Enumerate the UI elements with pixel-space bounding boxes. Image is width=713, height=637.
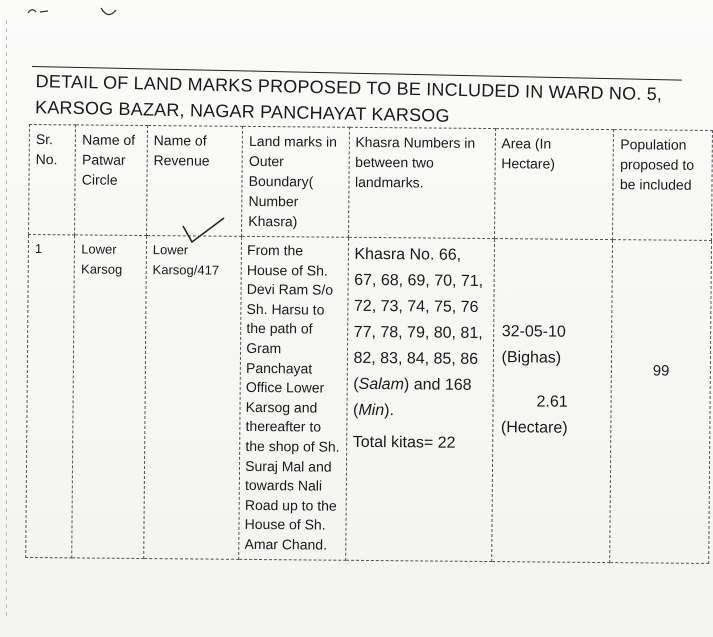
header-landmarks: Land marks in Outer Boundary( Number Khasra)	[242, 126, 349, 237]
cell-area	[491, 239, 613, 563]
document-title	[31, 66, 682, 133]
header-khasra-numbers: Khasra Numbers in between two landmarks.	[348, 127, 495, 238]
khasra-and: and 168	[413, 376, 472, 394]
cell-khasra-numbers: Khasra No. 66, 67, 68, 69, 70, 71, 72, 73, 74, 75, 76 77, 78, 79, 80, 81, 82, 83, 84, 85, 86 (Salam) and 168 (Min). Total kitas= 22	[345, 237, 494, 561]
pen-curve-mark	[98, 4, 122, 20]
title-line-2: KARSOG BAZAR, NAGAR PANCHAYAT KARSOG	[34, 97, 450, 126]
khasra-list: Khasra No. 66, 67, 68, 69, 70, 71, 72, 73, 74, 75, 76 77, 78, 79, 80, 81, 82, 83, 84, 85, 86	[353, 245, 484, 368]
cell-revenue: Lower Karsog/417	[144, 236, 242, 559]
cell-boundary-description: From the House of Sh. Devi Ram S/o Sh. Harsu to the path of Gram Panchayat Office Lower Karsog and thereafter to the shop of Sh. Suraj Mal and towards Nali Road up to the House of Sh. Amar Chand.	[239, 236, 348, 559]
checkmark-icon	[180, 212, 228, 246]
area-hectare-unit: (Hectare)	[500, 419, 568, 437]
khasra-salam: Salam	[358, 375, 405, 394]
header-sr-no: Sr. No.	[29, 125, 76, 235]
header-patwar-circle: Name of Patwar Circle	[75, 125, 147, 236]
scan-edge-line	[6, 20, 7, 620]
cell-patwar-circle: Lower Karsog	[72, 235, 146, 558]
header-revenue: Name of Revenue	[146, 126, 242, 237]
khasra-min: Min	[358, 401, 385, 420]
header-area: Area (In Hectare)	[494, 129, 614, 240]
landmarks-table	[25, 124, 713, 563]
cell-population	[610, 240, 711, 563]
title-line-1: DETAIL OF LAND MARKS PROPOSED TO BE INCLUDED IN WARD NO. 5,	[35, 71, 663, 105]
area-bighas-unit: (Bighas)	[501, 349, 562, 367]
header-population: Population proposed to be included	[613, 130, 713, 241]
area-hectare-value: 2.61	[536, 393, 568, 411]
cell-sr-no: 1	[26, 235, 75, 558]
khasra-total: Total kitas= 22	[352, 433, 456, 452]
table-row	[26, 235, 712, 563]
population-value: 99	[652, 362, 670, 380]
table-header-row	[29, 125, 713, 241]
area-bighas-value: 32-05-10	[501, 323, 566, 341]
pen-scribble-mark	[26, 4, 66, 18]
